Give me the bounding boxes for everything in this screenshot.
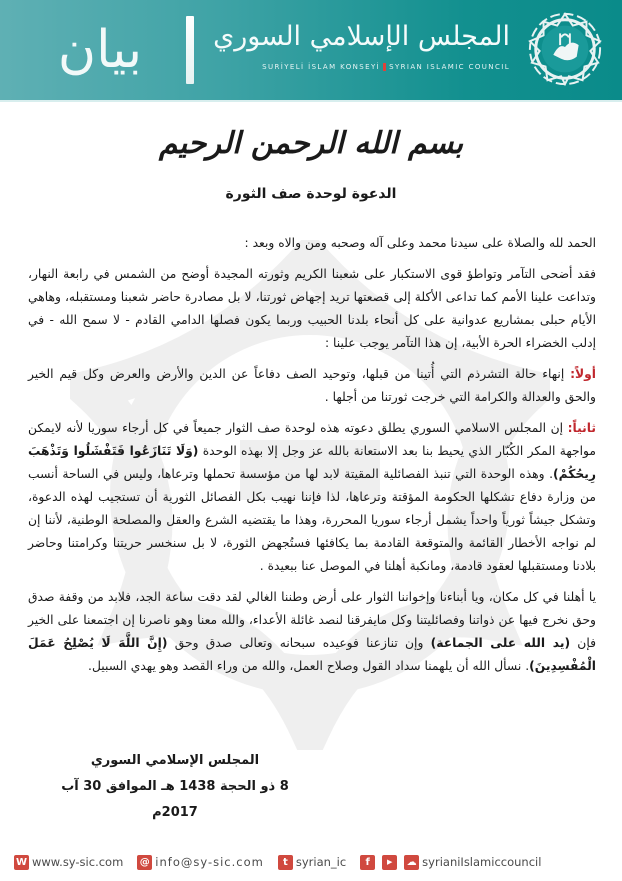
point-one-label: أولاً: xyxy=(570,367,596,381)
twitter-handle[interactable]: syrian_ic xyxy=(295,855,347,869)
council-name-turkish: SURİYELİ İSLAM KONSEYİ xyxy=(262,63,381,71)
closing-text-b: وإن تنازعنا فوعيده سبحانه وتعالى صدق وحق xyxy=(167,636,431,650)
point-two-label: ثانياً: xyxy=(567,421,596,435)
council-name-english: SYRIAN ISLAMIC COUNCIL xyxy=(389,63,510,71)
signature-block xyxy=(50,748,300,826)
footer-twitter[interactable] xyxy=(278,855,346,870)
header-banner xyxy=(0,0,622,102)
council-name-latin xyxy=(190,63,510,71)
greeting-paragraph: الحمد لله والصلاة على سيدنا محمد وعلى آله وصحبه ومن والاه وبعد : xyxy=(244,236,596,250)
hadith-quote: (يد الله على الجماعة) xyxy=(430,636,571,650)
quran-quote-closing: (إِنَّ اللَّهَ لَا يُصْلِحُ عَمَلَ الْمُفْسِدِينَ) xyxy=(28,636,596,673)
statement-label: بيان xyxy=(57,20,143,80)
footer-soundcloud[interactable] xyxy=(404,855,541,870)
social-handle[interactable]: syrianiIslamiccouncil xyxy=(422,855,542,869)
separator-bar xyxy=(383,63,386,71)
footer-facebook[interactable] xyxy=(360,855,378,870)
quran-quote: (وَلَا تَنَازَعُوا فَتَفْشَلُوا وَتَذْهَبَ رِيحُكُمْ) xyxy=(28,444,596,481)
point-one-text: إنهاء حالة التشرذم التي أُتينا من قبلها، وتوحيد الصف دفاعاً عن الدين والأرض والعرض وكل قيم الخير والحق والعدالة والكرامة التي خرجت ثورتنا من أجلها . xyxy=(28,367,596,404)
document-body xyxy=(28,232,596,686)
point-two-text-b: . وهذه الوحدة التي تنبذ الفصائلية المقيتة لابد لها من مؤسسة تحملها وترعاها، وليس في الساحة أنسب من وزارة دفاع تشكلها الحكومة المؤقتة وترعاها، لذا فإننا نهيب بكل الفصائل الثورية أن تستجيب لهذه الدعوة، وتشكل جيشاً ثورياً واحداً يشمل أرجاء سوريا المحررة، وهذا ما يقتضيه الشرع والعقل والمصلحة الوطنية، لأننا إن لم نواجه الأخطار القائمة والمتوقعة القادمة بما يكافئها فستُجهض الثورة، لا بل سنخسر حريتنا وكرامتنا وحاضر بلادنا ومستقبلها لعقود قادمة، ومانكبة أهلنا في الموصل عنا ببعيدة . xyxy=(28,467,596,573)
closing-paragraph xyxy=(28,586,596,678)
footer-website[interactable] xyxy=(14,855,123,870)
point-two-paragraph xyxy=(28,417,596,578)
soundcloud-icon: ☁ xyxy=(404,855,419,870)
email-icon: @ xyxy=(137,855,152,870)
signature-name: المجلس الإسلامي السوري xyxy=(90,753,260,768)
point-two-text-a: إن المجلس الاسلامي السوري يطلق دعوته هذه لوحدة صف الثوار جميعاً في كل أرجاء سوريا لأنه لايمكن مواجهة المكر الكُبّار الذي يحيط بنا بعد الاستعانة بالله عز وجل إلا بهذه الوحدة xyxy=(28,421,596,458)
council-name-arabic: المجلس الإسلامي السوري xyxy=(213,21,510,52)
closing-text-a: يا أهلنا في كل مكان، ويا أبناءنا وإخواننا الثوار على أرض وطننا الغالي لقد دقت ساعة الجد، فلابد من وقفة صدق وحق نخرج فيها عن ذواتنا وفصائليتنا وكل مايفرقنا لنصد غائلة الأعداء، والله معنا وهو ناصرنا إن اجتمعنا على الخير فإن xyxy=(28,590,596,650)
website-link[interactable]: www.sy-sic.com xyxy=(32,855,124,869)
footer-email[interactable] xyxy=(137,855,264,870)
signature-date: 8 ذو الحجة 1438 هـ الموافق 30 آب 2017م xyxy=(61,779,289,820)
twitter-icon: t xyxy=(278,855,293,870)
intro-paragraph: فقد أضحى التآمر وتواطؤ قوى الاستكبار على شعبنا الكريم وثورته المجيدة أوضح من الشمس في رابعة النهار، وتداعت علينا الأمم كما تداعى الأكلة إلى قصعتها تريد إجهاض ثورتنا، لا بل مصادرة حاضر شعبنا ومستقبله، وهاهي الأيام حبلى بمشاريع عدوانية على كل أنحاء بلدنا الحبيب وربما يكون فصلها الدامي القادم - لا سمح الله - في إدلب الخضراء الحرة الأبية، إن هذا التآمر يوجب علينا : xyxy=(28,267,596,350)
footer-youtube[interactable] xyxy=(382,855,400,870)
youtube-icon: ▶ xyxy=(382,855,397,870)
email-link[interactable]: info@sy-sic.com xyxy=(155,855,264,869)
facebook-icon: f xyxy=(360,855,375,870)
header-divider xyxy=(186,16,194,84)
point-one-paragraph xyxy=(28,363,596,409)
web-icon: W xyxy=(15,856,28,868)
basmala-calligraphy: بسم الله الرحمن الرحيم xyxy=(158,126,464,161)
footer-contacts xyxy=(14,853,555,871)
closing-text-c: . نسأل الله أن يلهمنا سداد القول وصلاح العمل، والله من وراء القصد وهو يهدي السبيل. xyxy=(88,659,530,673)
document-title: الدعوة لوحدة صف الثورة xyxy=(225,186,397,202)
council-logo-icon xyxy=(526,10,604,88)
